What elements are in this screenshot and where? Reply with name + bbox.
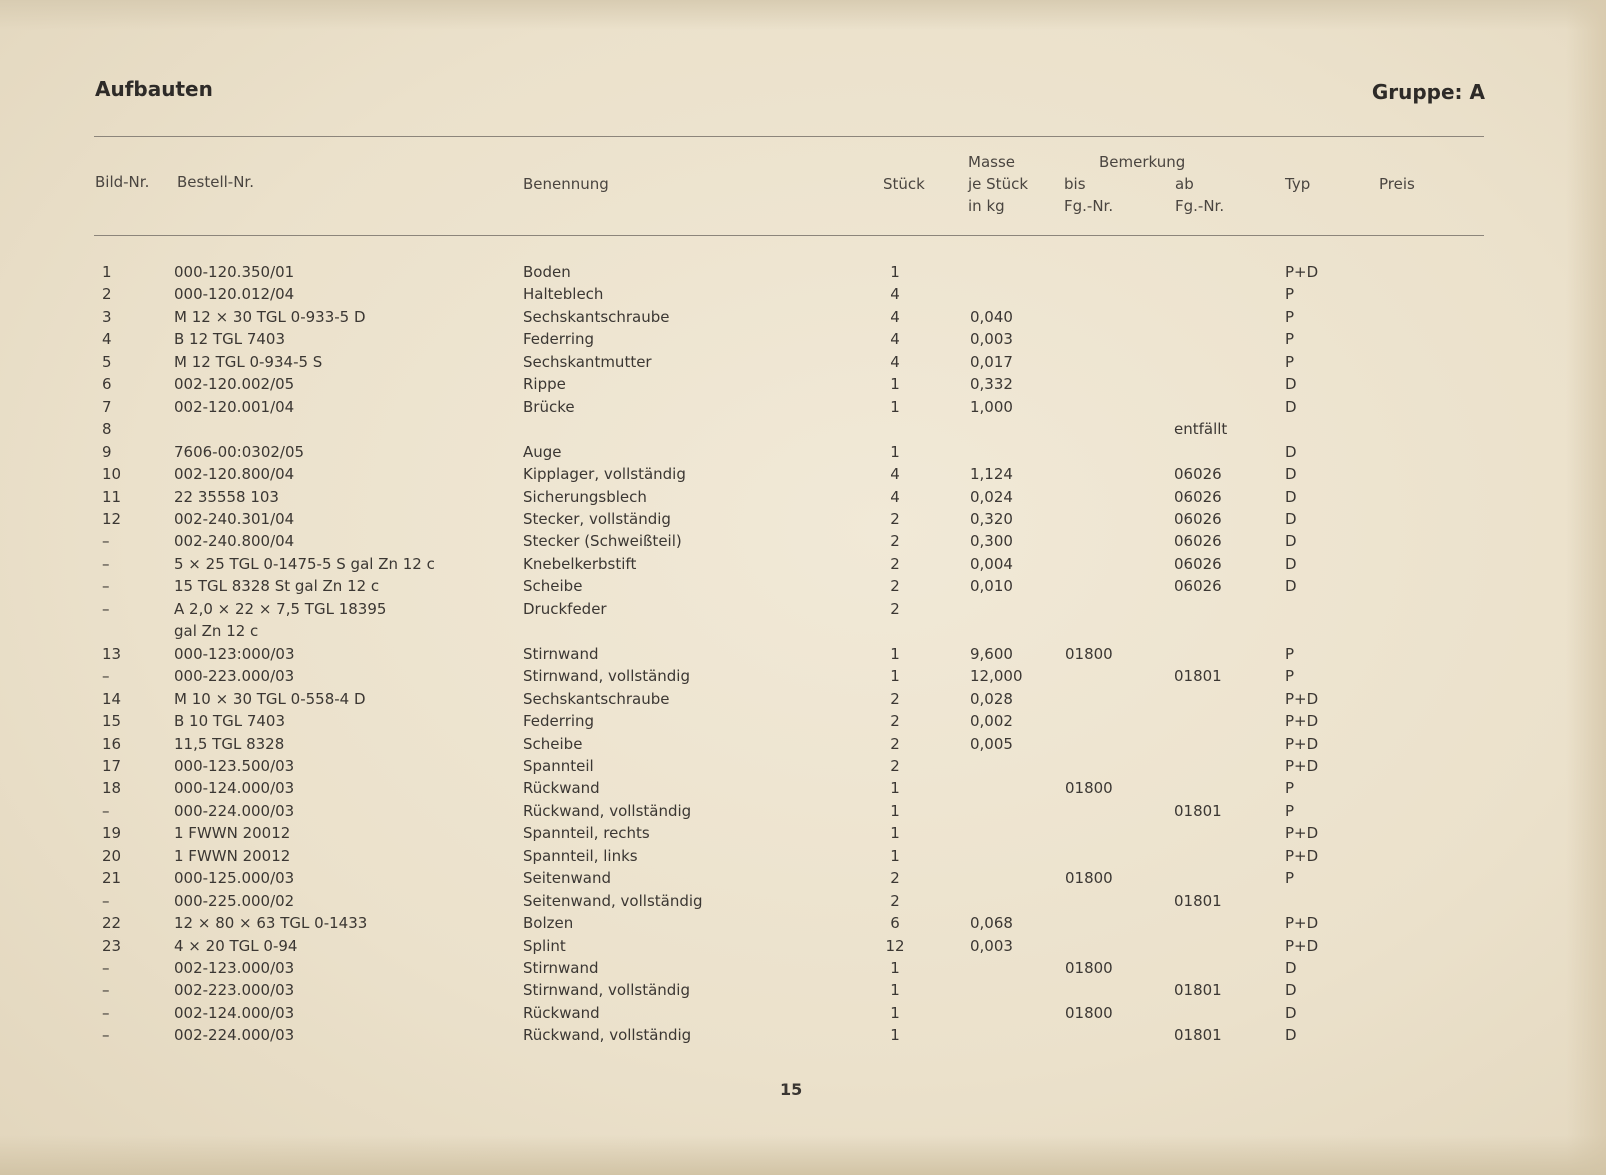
cell-bis: 01800 xyxy=(1065,779,1113,798)
table-row xyxy=(0,419,1606,441)
cell-stueck: 4 xyxy=(890,285,900,304)
cell-benennung: Sechskantschraube xyxy=(523,689,670,708)
section-title: Aufbauten xyxy=(95,77,213,101)
cell-bild: 12 xyxy=(102,509,122,528)
cell-stueck: 4 xyxy=(890,487,900,506)
col-header-masse-2: je Stück xyxy=(968,175,1029,193)
cell-stueck: 1 xyxy=(890,644,900,663)
cell-typ: P+D xyxy=(1285,846,1319,865)
cell-masse: 0,010 xyxy=(970,577,1013,596)
cell-stueck: 2 xyxy=(890,554,900,573)
cell-masse: 0,003 xyxy=(970,330,1013,349)
cell-bild: – xyxy=(102,1003,110,1022)
cell-benennung: Rippe xyxy=(523,375,566,394)
cell-masse: 0,068 xyxy=(970,914,1013,932)
table-row xyxy=(0,621,1606,643)
cell-bis: 01800 xyxy=(1065,958,1113,977)
cell-typ: P+D xyxy=(1285,914,1319,932)
cell-stueck: 6 xyxy=(890,914,900,932)
cell-typ: D xyxy=(1285,509,1297,528)
col-header-ab-2: Fg.-Nr. xyxy=(1175,197,1225,215)
col-header-stueck: Stück xyxy=(883,175,925,193)
cell-benennung: Stecker (Schweißteil) xyxy=(523,532,682,551)
table-row xyxy=(0,891,1606,913)
cell-masse: 0,028 xyxy=(970,689,1013,708)
cell-ab: 01801 xyxy=(1174,891,1222,910)
cell-stueck: 1 xyxy=(890,442,900,461)
cell-bild: 8 xyxy=(102,420,112,439)
cell-ab: 06026 xyxy=(1174,532,1222,551)
cell-stueck: 2 xyxy=(890,756,900,775)
cell-stueck: 1 xyxy=(890,981,900,1000)
table-row xyxy=(0,329,1606,351)
cell-masse: 0,300 xyxy=(970,532,1013,551)
cell-bestell: A 2,0 × 22 × 7,5 TGL 18395 xyxy=(174,599,387,618)
cell-typ: P+D xyxy=(1285,756,1319,775)
cell-stueck: 4 xyxy=(890,330,900,349)
cell-stueck: 4 xyxy=(890,352,900,371)
cell-benennung: Rückwand xyxy=(523,779,600,798)
cell-bestell: 002-224.000/03 xyxy=(174,1026,295,1045)
table-row xyxy=(0,374,1606,396)
cell-bestell: 002-124.000/03 xyxy=(174,1003,295,1022)
table-row xyxy=(0,868,1606,890)
cell-bestell: 1 FWWN 20012 xyxy=(174,824,291,843)
table-row xyxy=(0,846,1606,868)
cell-stueck: 1 xyxy=(890,397,900,416)
table-row xyxy=(0,801,1606,823)
cell-typ: P xyxy=(1285,644,1295,663)
cell-masse: 1,000 xyxy=(970,397,1013,416)
cell-typ: D xyxy=(1285,958,1297,977)
cell-bestell: 1 FWWN 20012 xyxy=(174,846,291,865)
table-row xyxy=(0,599,1606,621)
table-row xyxy=(0,823,1606,845)
cell-benennung: Stirnwand xyxy=(523,644,599,663)
cell-stueck: 4 xyxy=(890,465,900,483)
cell-stueck: 2 xyxy=(890,509,900,528)
page-shadow-top xyxy=(0,0,1606,30)
cell-bestell: 22 35558 103 xyxy=(174,487,279,506)
cell-masse: 0,005 xyxy=(970,734,1013,753)
cell-bestell: 000-123.500/03 xyxy=(174,756,295,775)
table-row xyxy=(0,756,1606,778)
table-row xyxy=(0,442,1606,464)
cell-benennung: Rückwand, vollständig xyxy=(523,1026,692,1045)
table-row xyxy=(0,397,1606,419)
col-header-preis: Preis xyxy=(1379,175,1415,193)
cell-benennung: Druckfeder xyxy=(523,599,607,618)
cell-typ: P xyxy=(1285,330,1295,349)
cell-typ: P xyxy=(1285,869,1295,888)
cell-bild: – xyxy=(102,1026,110,1045)
col-header-bild: Bild-Nr. xyxy=(95,173,150,191)
cell-typ: D xyxy=(1285,375,1297,394)
cell-masse: 12,000 xyxy=(970,667,1023,686)
cell-bild: – xyxy=(102,801,110,820)
cell-masse: 0,017 xyxy=(970,352,1013,371)
cell-bestell: 002-120.002/05 xyxy=(174,375,295,394)
cell-ab: 01801 xyxy=(1174,801,1222,820)
cell-benennung: Halteblech xyxy=(523,285,604,304)
table-row xyxy=(0,1025,1606,1047)
cell-bestell: 002-120.800/04 xyxy=(174,465,295,483)
cell-bestell: 15 TGL 8328 St gal Zn 12 c xyxy=(174,577,380,596)
cell-bestell: 4 × 20 TGL 0-94 xyxy=(174,936,298,955)
col-header-ab-1: ab xyxy=(1175,175,1194,193)
cell-benennung: Boden xyxy=(523,263,571,281)
cell-bestell: 000-223.000/03 xyxy=(174,667,295,686)
cell-typ: D xyxy=(1285,532,1297,551)
cell-bestell: 002-123.000/03 xyxy=(174,958,295,977)
cell-bild: 20 xyxy=(102,846,122,865)
cell-bestell: gal Zn 12 c xyxy=(174,622,259,641)
cell-bestell: 002-120.001/04 xyxy=(174,397,295,416)
cell-benennung: Brücke xyxy=(523,397,575,416)
table-row xyxy=(0,1003,1606,1025)
cell-bild: 4 xyxy=(102,330,112,349)
cell-typ: D xyxy=(1285,1026,1297,1045)
cell-benennung: Seitenwand xyxy=(523,869,612,888)
cell-bestell: 5 × 25 TGL 0-1475-5 S gal Zn 12 c xyxy=(174,554,435,573)
cell-benennung: Scheibe xyxy=(523,734,583,753)
cell-bis: 01800 xyxy=(1065,644,1113,663)
cell-stueck: 1 xyxy=(890,1026,900,1045)
table-row xyxy=(0,958,1606,980)
cell-ab: 01801 xyxy=(1174,667,1222,686)
cell-masse: 9,600 xyxy=(970,644,1013,663)
table-row xyxy=(0,531,1606,553)
cell-bild: 22 xyxy=(102,914,122,932)
table-row xyxy=(0,576,1606,598)
table-row xyxy=(0,980,1606,1002)
cell-bestell: 000-123:000/03 xyxy=(174,644,295,663)
cell-bild: 1 xyxy=(102,263,112,281)
cell-benennung: Seitenwand, vollständig xyxy=(523,891,703,910)
cell-bild: 13 xyxy=(102,644,122,663)
table-row xyxy=(0,352,1606,374)
cell-bild: 6 xyxy=(102,375,112,394)
cell-benennung: Spannteil, rechts xyxy=(523,824,650,843)
cell-bild: 10 xyxy=(102,465,122,483)
cell-typ: P+D xyxy=(1285,263,1319,281)
cell-bild: – xyxy=(102,599,110,618)
cell-bild: 5 xyxy=(102,352,112,371)
cell-bestell: 000-120.012/04 xyxy=(174,285,295,304)
cell-bestell: M 12 × 30 TGL 0-933-5 D xyxy=(174,307,366,326)
cell-typ: P+D xyxy=(1285,734,1319,753)
cell-typ: P+D xyxy=(1285,824,1319,843)
cell-bestell: 12 × 80 × 63 TGL 0-1433 xyxy=(174,914,368,932)
cell-ab: 06026 xyxy=(1174,577,1222,596)
cell-masse: 0,332 xyxy=(970,375,1013,394)
cell-benennung: Kipplager, vollständig xyxy=(523,465,686,483)
cell-ab: entfällt xyxy=(1174,420,1228,439)
table-row xyxy=(0,711,1606,733)
cell-stueck: 2 xyxy=(890,734,900,753)
cell-benennung: Spannteil, links xyxy=(523,846,638,865)
cell-bild: 15 xyxy=(102,712,122,730)
cell-typ: P+D xyxy=(1285,689,1319,708)
cell-bild: 17 xyxy=(102,756,122,775)
table-row xyxy=(0,262,1606,284)
cell-stueck: 1 xyxy=(890,667,900,686)
cell-typ: P+D xyxy=(1285,936,1319,955)
cell-benennung: Spannteil xyxy=(523,756,594,775)
cell-stueck: 2 xyxy=(890,599,900,618)
cell-ab: 06026 xyxy=(1174,465,1222,483)
cell-stueck: 2 xyxy=(890,869,900,888)
header-rule-bottom xyxy=(94,235,1484,236)
cell-typ: D xyxy=(1285,442,1297,461)
cell-benennung: Rückwand xyxy=(523,1003,600,1022)
cell-bestell: 002-240.301/04 xyxy=(174,509,295,528)
col-header-masse-3: in kg xyxy=(968,197,1005,215)
cell-stueck: 2 xyxy=(890,577,900,596)
cell-stueck: 1 xyxy=(890,824,900,843)
col-header-typ: Typ xyxy=(1285,175,1311,193)
cell-bis: 01800 xyxy=(1065,1003,1113,1022)
cell-ab: 01801 xyxy=(1174,981,1222,1000)
table-row xyxy=(0,689,1606,711)
cell-ab: 06026 xyxy=(1174,487,1222,506)
cell-benennung: Rückwand, vollständig xyxy=(523,801,692,820)
cell-bestell: 000-224.000/03 xyxy=(174,801,295,820)
cell-benennung: Stecker, vollständig xyxy=(523,509,671,528)
table-row xyxy=(0,936,1606,958)
cell-stueck: 4 xyxy=(890,307,900,326)
cell-bild: 23 xyxy=(102,936,122,955)
cell-typ: D xyxy=(1285,1003,1297,1022)
cell-bild: – xyxy=(102,554,110,573)
table-row xyxy=(0,554,1606,576)
cell-masse: 0,003 xyxy=(970,936,1013,955)
page-shadow-bottom xyxy=(0,1135,1606,1175)
cell-benennung: Sechskantschraube xyxy=(523,307,670,326)
cell-typ: P xyxy=(1285,667,1295,686)
table-row xyxy=(0,778,1606,800)
col-header-benennung: Benennung xyxy=(523,175,609,193)
cell-typ: D xyxy=(1285,465,1297,483)
cell-benennung: Stirnwand xyxy=(523,958,599,977)
cell-bild: 18 xyxy=(102,779,122,798)
cell-stueck: 1 xyxy=(890,375,900,394)
cell-stueck: 2 xyxy=(890,689,900,708)
cell-ab: 06026 xyxy=(1174,554,1222,573)
cell-benennung: Stirnwand, vollständig xyxy=(523,667,690,686)
cell-stueck: 1 xyxy=(890,779,900,798)
cell-bild: – xyxy=(102,532,110,551)
cell-benennung: Knebelkerbstift xyxy=(523,554,637,573)
cell-bestell: 7606-00:0302/05 xyxy=(174,442,305,461)
cell-benennung: Federring xyxy=(523,712,595,730)
cell-bild: – xyxy=(102,981,110,1000)
cell-typ: D xyxy=(1285,397,1297,416)
cell-typ: P xyxy=(1285,352,1295,371)
cell-typ: D xyxy=(1285,487,1297,506)
cell-bild: 2 xyxy=(102,285,112,304)
cell-typ: D xyxy=(1285,577,1297,596)
group-label: Gruppe: A xyxy=(1371,80,1485,104)
cell-masse: 0,004 xyxy=(970,554,1013,573)
col-header-bestell: Bestell-Nr. xyxy=(177,173,254,191)
cell-bild: 19 xyxy=(102,824,122,843)
table-row xyxy=(0,464,1606,486)
cell-typ: P xyxy=(1285,307,1295,326)
cell-bestell: B 12 TGL 7403 xyxy=(174,330,285,349)
cell-typ: P xyxy=(1285,285,1295,304)
table-row xyxy=(0,913,1606,935)
cell-bis: 01800 xyxy=(1065,869,1113,888)
cell-bestell: 000-124.000/03 xyxy=(174,779,295,798)
cell-bild: 9 xyxy=(102,442,112,461)
cell-masse: 0,002 xyxy=(970,712,1013,730)
cell-bestell: M 10 × 30 TGL 0-558-4 D xyxy=(174,689,366,708)
col-header-masse-1: Masse xyxy=(968,153,1015,171)
col-header-bis-1: bis xyxy=(1064,175,1086,193)
table-row xyxy=(0,284,1606,306)
cell-masse: 0,320 xyxy=(970,509,1013,528)
cell-bild: 11 xyxy=(102,487,122,506)
cell-stueck: 1 xyxy=(890,1003,900,1022)
cell-benennung: Auge xyxy=(523,442,562,461)
cell-benennung: Scheibe xyxy=(523,577,583,596)
table-row xyxy=(0,666,1606,688)
cell-bild: – xyxy=(102,958,110,977)
cell-bild: 7 xyxy=(102,397,112,416)
table-row xyxy=(0,307,1606,329)
cell-benennung: Federring xyxy=(523,330,595,349)
cell-ab: 06026 xyxy=(1174,509,1222,528)
cell-bild: 21 xyxy=(102,869,122,888)
cell-bestell: B 10 TGL 7403 xyxy=(174,712,285,730)
cell-bild: – xyxy=(102,667,110,686)
table-row xyxy=(0,734,1606,756)
cell-benennung: Stirnwand, vollständig xyxy=(523,981,690,1000)
cell-benennung: Sechskantmutter xyxy=(523,352,652,371)
cell-stueck: 2 xyxy=(890,712,900,730)
cell-bild: – xyxy=(102,577,110,596)
cell-bestell: 002-223.000/03 xyxy=(174,981,295,1000)
cell-bestell: 000-120.350/01 xyxy=(174,263,295,281)
cell-benennung: Sicherungsblech xyxy=(523,487,647,506)
page-number: 15 xyxy=(780,1080,803,1099)
cell-bestell: M 12 TGL 0-934-5 S xyxy=(174,352,323,371)
cell-bestell: 000-125.000/03 xyxy=(174,869,295,888)
cell-bild: 14 xyxy=(102,689,122,708)
cell-typ: P xyxy=(1285,801,1295,820)
cell-stueck: 2 xyxy=(890,891,900,910)
cell-bild: 3 xyxy=(102,307,112,326)
col-header-bemerkung: Bemerkung xyxy=(1099,153,1186,171)
cell-typ: P+D xyxy=(1285,712,1319,730)
cell-benennung: Splint xyxy=(523,936,566,955)
cell-stueck: 12 xyxy=(885,936,905,955)
table-row xyxy=(0,509,1606,531)
table-row xyxy=(0,487,1606,509)
cell-bild: – xyxy=(102,891,110,910)
cell-bestell: 000-225.000/02 xyxy=(174,891,295,910)
cell-bestell: 11,5 TGL 8328 xyxy=(174,734,285,753)
cell-masse: 0,040 xyxy=(970,307,1013,326)
cell-stueck: 1 xyxy=(890,958,900,977)
cell-stueck: 2 xyxy=(890,532,900,551)
cell-typ: D xyxy=(1285,981,1297,1000)
cell-stueck: 1 xyxy=(890,846,900,865)
col-header-bis-2: Fg.-Nr. xyxy=(1064,197,1114,215)
cell-ab: 01801 xyxy=(1174,1026,1222,1045)
cell-bild: 16 xyxy=(102,734,122,753)
cell-benennung: Bolzen xyxy=(523,914,574,932)
header-rule-top xyxy=(94,136,1484,137)
cell-masse: 1,124 xyxy=(970,465,1013,483)
table-row xyxy=(0,644,1606,666)
cell-typ: P xyxy=(1285,779,1295,798)
cell-masse: 0,024 xyxy=(970,487,1013,506)
cell-bestell: 002-240.800/04 xyxy=(174,532,295,551)
cell-typ: D xyxy=(1285,554,1297,573)
cell-stueck: 1 xyxy=(890,801,900,820)
cell-stueck: 1 xyxy=(890,263,900,281)
